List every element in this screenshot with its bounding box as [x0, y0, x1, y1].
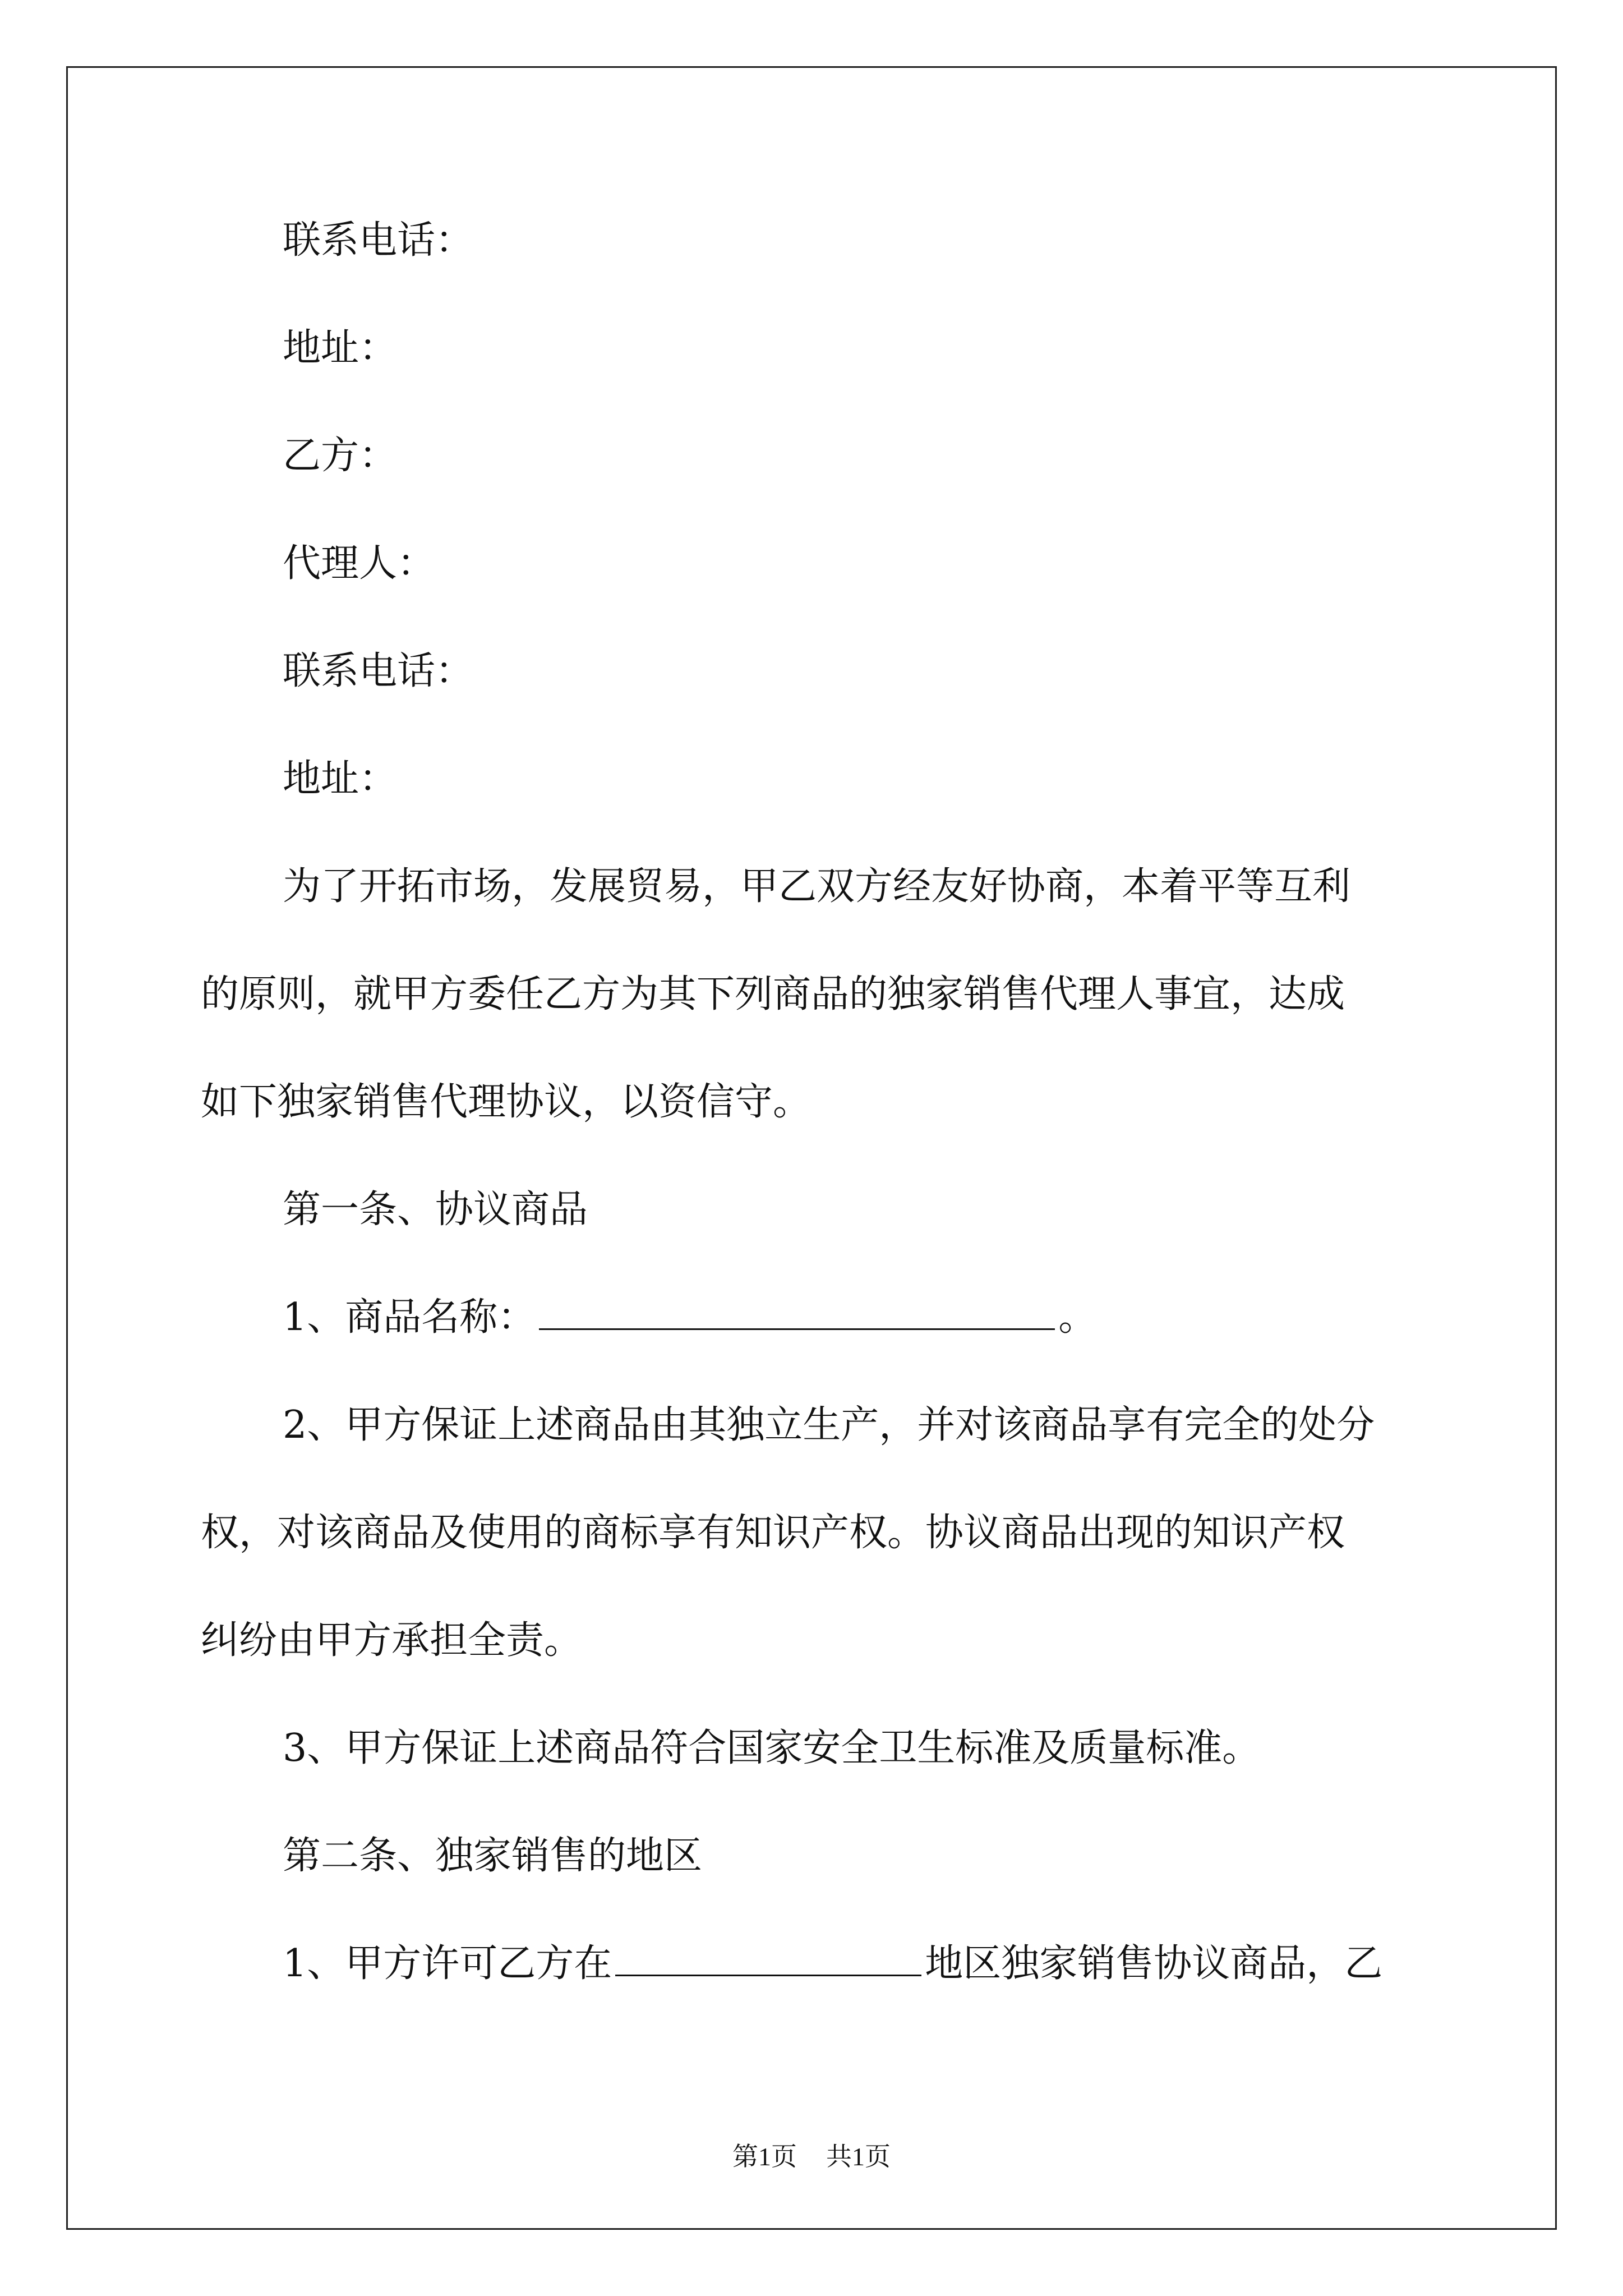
- page-number: 第1页: [732, 2142, 797, 2171]
- intro-paragraph-line-3: 如下独家销售代理协议，以资信守。: [201, 1080, 811, 1124]
- address-label-2: 地址：: [283, 757, 398, 801]
- page-total: 共1页: [826, 2142, 891, 2171]
- article-1-item-3: 3、甲方保证上述商品符合国家安全卫生标准及质量标准。: [283, 1726, 1261, 1770]
- intro-paragraph-line-1: 为了开拓市场，发展贸易，甲乙双方经友好协商，本着平等互利: [283, 864, 1351, 909]
- item-1-label: 1、商品名称：: [283, 1295, 536, 1340]
- article-2-item-1: [201, 1939, 1382, 1989]
- product-name-blank: [539, 1297, 1055, 1330]
- article-1-item-2-line-1: 2、甲方保证上述商品由其独立生产，并对该商品享有完全的处分: [283, 1403, 1375, 1447]
- article-2-title: 第二条、独家销售的地区: [283, 1834, 703, 1878]
- intro-paragraph-line-2: 的原则，就甲方委任乙方为其下列商品的独家销售代理人事宜，达成: [201, 972, 1345, 1016]
- contact-phone-label: 联系电话：: [283, 218, 474, 263]
- page-footer: [0, 2136, 1623, 2173]
- page-border: [66, 66, 1557, 2230]
- article-1-item-2-line-2: 权，对该商品及使用的商标享有知识产权。协议商品出现的知识产权: [201, 1511, 1345, 1555]
- article-1-item-1: [201, 1292, 1096, 1343]
- article-1-item-2-line-3: 纠纷由甲方承担全责。: [201, 1618, 583, 1663]
- item-1-continuation: 地区独家销售协议商品，乙: [925, 1941, 1383, 1986]
- region-blank: [615, 1943, 921, 1976]
- item-1-label: 1、甲方许可乙方在: [283, 1941, 612, 1986]
- article-1-title: 第一条、协议商品: [283, 1188, 588, 1232]
- contact-phone-label-2: 联系电话：: [283, 649, 474, 693]
- agent-label: 代理人：: [283, 541, 436, 586]
- party-b-label: 乙方：: [283, 434, 398, 478]
- address-label: 地址：: [283, 326, 398, 370]
- item-1-period: 。: [1058, 1295, 1097, 1340]
